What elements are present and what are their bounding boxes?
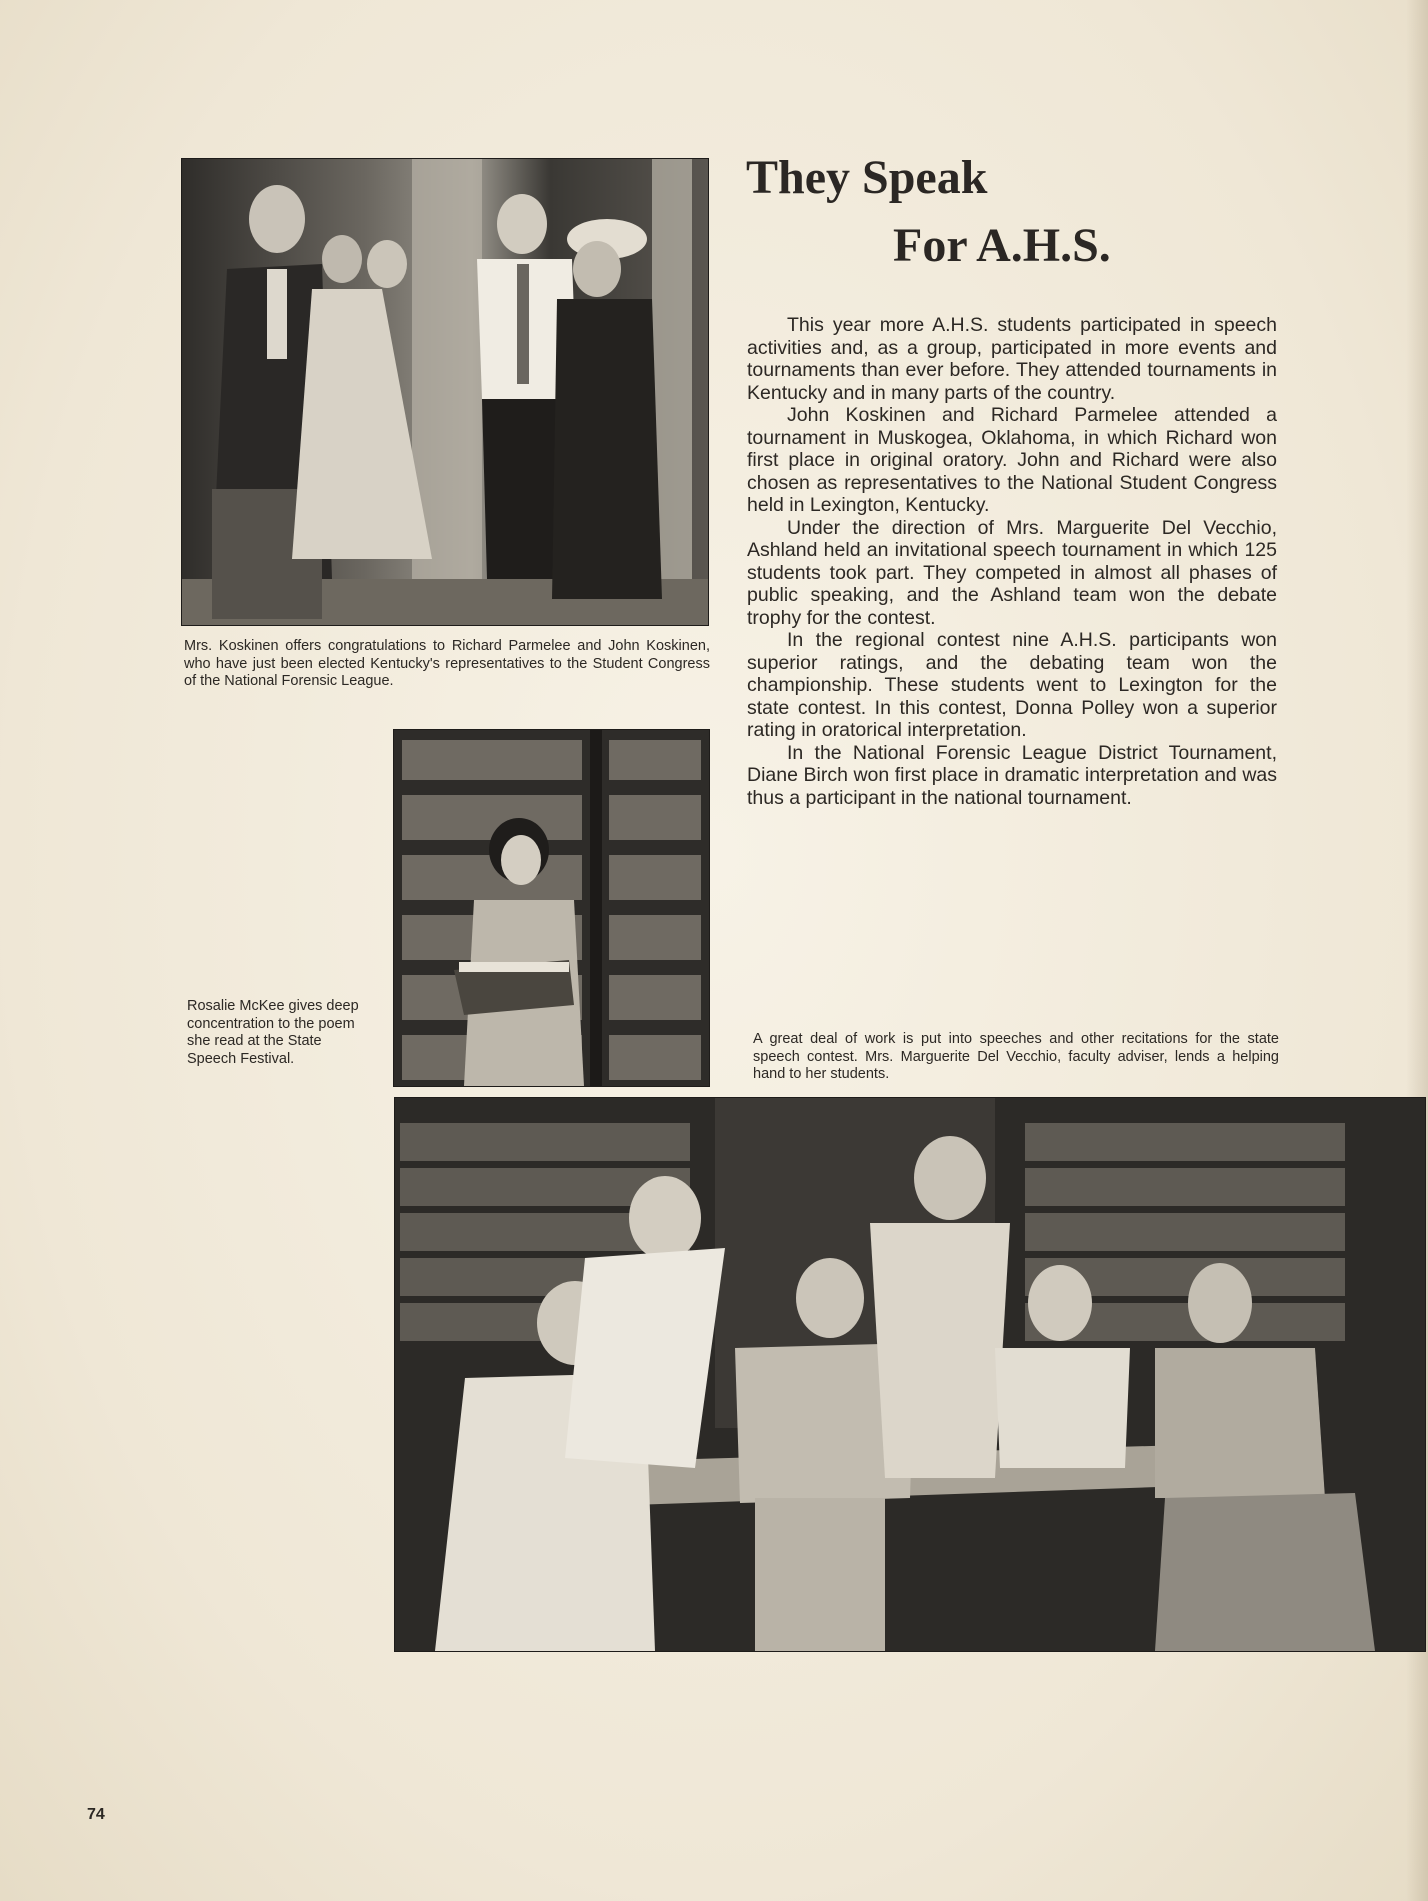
article-paragraph: Under the direction of Mrs. Marguerite Del Vecchio, Ashland held an invitational speech tournament in which 125 students took part. They competed in almost all phases of public speaking, and the Ashland team won the debate trophy for the contest. [747,516,1277,629]
photo-speech-group [394,1097,1426,1652]
caption-rosalie-mckee: Rosalie McKee gives deep concentration to the poem she read at the State Speech Festival. [187,998,359,1067]
photo-congratulations [181,158,709,626]
article-paragraph: This year more A.H.S. students participated in speech activities and, as a group, participated in more events and tournaments than ever before. They attended tournaments in Kentucky and in many parts of the country. [747,314,1277,404]
page-title-line-2: For A.H.S. [893,219,1111,272]
article-paragraph: In the National Forensic League District Tournament, Diane Birch won first place in dramatic interpretation and was thus a participant in the national tournament. [747,741,1277,809]
article-body [747,314,1277,809]
page-number: 74 [87,1806,105,1823]
article-paragraph: John Koskinen and Richard Parmelee attended a tournament in Muskogea, Oklahoma, in which Richard won first place in original oratory. John and Richard were also chosen as representatives to the National Student Congress held in Lexington, Kentucky. [747,404,1277,516]
photo-rosalie-mckee [393,729,710,1087]
caption-congratulations: Mrs. Koskinen offers congratulations to Richard Parmelee and John Koskinen, who have just been elected Kentucky's representatives to the Student Congress of the National Forensic League. [184,638,710,689]
article-paragraph: In the regional contest nine A.H.S. participants won superior ratings, and the debating team won the championship. These students went to Lexington for the state contest. In this contest, Donna Polley won a superior rating in oratorical interpretation. [747,629,1277,741]
caption-speech-work: A great deal of work is put into speeches and other recitations for the state speech contest. Mrs. Marguerite Del Vecchio, faculty adviser, lends a helping hand to her students. [753,1031,1279,1082]
page-title-line-1: They Speak [746,151,988,204]
